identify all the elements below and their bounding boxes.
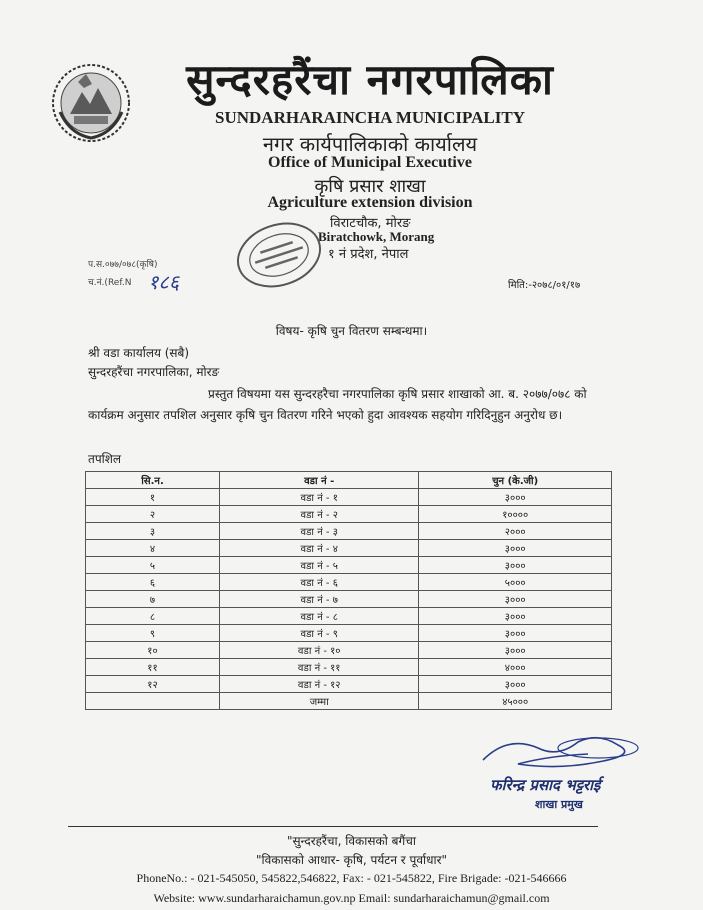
- row-serial: १२: [86, 676, 220, 693]
- total-value: ४५०००: [419, 693, 612, 710]
- signatory-title: शाखा प्रमुख: [535, 798, 583, 811]
- office-title-en: Office of Municipal Executive: [268, 154, 472, 171]
- reference-number: १८६: [148, 270, 180, 294]
- row-ward: वडा नं - ५: [220, 557, 419, 574]
- row-serial: १: [86, 489, 220, 506]
- row-serial: ६: [86, 574, 220, 591]
- table-header-row: [86, 472, 612, 489]
- row-ward: वडा नं - २: [220, 506, 419, 523]
- row-serial: ११: [86, 659, 220, 676]
- row-ward: वडा नं - ७: [220, 591, 419, 608]
- row-serial: ५: [86, 557, 220, 574]
- row-lime-kg: ३०००: [419, 608, 612, 625]
- row-serial: ४: [86, 540, 220, 557]
- row-lime-kg: ५०००: [419, 574, 612, 591]
- row-ward: वडा नं - ९: [220, 625, 419, 642]
- table-row: [86, 676, 612, 693]
- details-label: तपशिल: [88, 452, 122, 466]
- row-serial: ९: [86, 625, 220, 642]
- reference-label: च.नं.(Ref.N: [88, 278, 132, 288]
- row-ward: वडा नं - ३: [220, 523, 419, 540]
- row-lime-kg: २०००: [419, 523, 612, 540]
- row-lime-kg: ३०००: [419, 591, 612, 608]
- row-ward: वडा नं - ८: [220, 608, 419, 625]
- fiscal-year-label: प.स.०७७/०७८(कृषि): [88, 260, 158, 270]
- row-serial: ८: [86, 608, 220, 625]
- row-lime-kg: ३०००: [419, 557, 612, 574]
- header-lime-kg: चुन (के.जी): [419, 472, 612, 489]
- header-ward: वडा नं -: [220, 472, 419, 489]
- row-serial: ३: [86, 523, 220, 540]
- header-serial: सि.न.: [86, 472, 220, 489]
- total-label: जम्मा: [220, 693, 419, 710]
- letter-date: मिति:-२०७८/०१/१७: [508, 280, 581, 291]
- row-ward: वडा नं - १: [220, 489, 419, 506]
- row-ward: वडा नं - १०: [220, 642, 419, 659]
- nepal-emblem-icon: [50, 62, 132, 144]
- table-row: [86, 489, 612, 506]
- row-lime-kg: ४०००: [419, 659, 612, 676]
- letter-body: प्रस्तुत विषयमा यस सुन्दरहरैचा नगरपालिका कृषि प्रसार शाखाको आ. ब. २०७७/०७८ को कार्यक्रम अनुसार तपशिल अनुसार कृषि चुन वितरण गरिने भएको हुदा आवश्यक सहयोग गरिदिनुहुन अनुरोध छ।: [88, 387, 587, 422]
- table-row: [86, 625, 612, 642]
- footer-slogan-2: "विकासको आधार- कृषि, पर्यटन र पूर्वाधार": [255, 853, 448, 867]
- row-lime-kg: ३०००: [419, 540, 612, 557]
- row-ward: वडा नं - ११: [220, 659, 419, 676]
- row-ward: वडा नं - १२: [220, 676, 419, 693]
- municipality-title-np: सुन्दरहरैंचा नगरपालिका: [186, 55, 554, 104]
- municipality-title-en: SUNDARHARAINCHA MUNICIPALITY: [215, 108, 525, 127]
- footer-slogan-1: "सुन्दरहरैंचा, विकासको बगैंचा: [287, 834, 416, 848]
- office-title-np: नगर कार्यपालिकाको कार्यालय: [262, 132, 478, 156]
- lime-distribution-table: [85, 471, 612, 710]
- table-row: [86, 523, 612, 540]
- row-lime-kg: १००००: [419, 506, 612, 523]
- table-body: [86, 489, 612, 693]
- row-lime-kg: ३०००: [419, 625, 612, 642]
- row-ward: वडा नं - ४: [220, 540, 419, 557]
- table-row: [86, 591, 612, 608]
- address-en: Biratchowk, Morang: [318, 229, 435, 244]
- recipient-line-2: सुन्दरहरैंचा नगरपालिका, मोरङ: [88, 365, 220, 379]
- table-total-row: [86, 693, 612, 710]
- footer-divider: [68, 826, 598, 827]
- province-np: १ नं प्रदेश, नेपाल: [328, 247, 409, 262]
- table-row: [86, 608, 612, 625]
- address-np: विराटचौक, मोरङ: [330, 216, 411, 231]
- table-row: [86, 642, 612, 659]
- row-ward: वडा नं - ६: [220, 574, 419, 591]
- division-title-en: Agriculture extension division: [267, 194, 473, 211]
- signature-mark: [478, 730, 648, 775]
- division-title-np: कृषि प्रसार शाखा: [314, 176, 426, 197]
- table-row: [86, 659, 612, 676]
- table-row: [86, 506, 612, 523]
- footer-contact: PhoneNo.: - 021-545050, 545822,546822, Fax: - 021-545822, Fire Brigade: -021-546666: [136, 871, 567, 885]
- letter-subject: विषय- कृषि चुन वितरण सम्बन्धमा।: [275, 324, 428, 338]
- office-stamp: [232, 215, 327, 295]
- table-row: [86, 557, 612, 574]
- total-blank-cell: [86, 693, 220, 710]
- footer-web: Website: www.sundarharaichamun.gov.np Email: sundarharaichamun@gmail.com: [153, 891, 550, 905]
- recipient-line-1: श्री वडा कार्यालय (सबै): [88, 346, 190, 360]
- row-lime-kg: ३०००: [419, 642, 612, 659]
- row-serial: २: [86, 506, 220, 523]
- row-lime-kg: ३०००: [419, 676, 612, 693]
- row-lime-kg: ३०००: [419, 489, 612, 506]
- row-serial: १०: [86, 642, 220, 659]
- table-row: [86, 574, 612, 591]
- row-serial: ७: [86, 591, 220, 608]
- signatory-name: फरिन्द्र प्रसाद भट्टराई: [490, 776, 601, 794]
- table-row: [86, 540, 612, 557]
